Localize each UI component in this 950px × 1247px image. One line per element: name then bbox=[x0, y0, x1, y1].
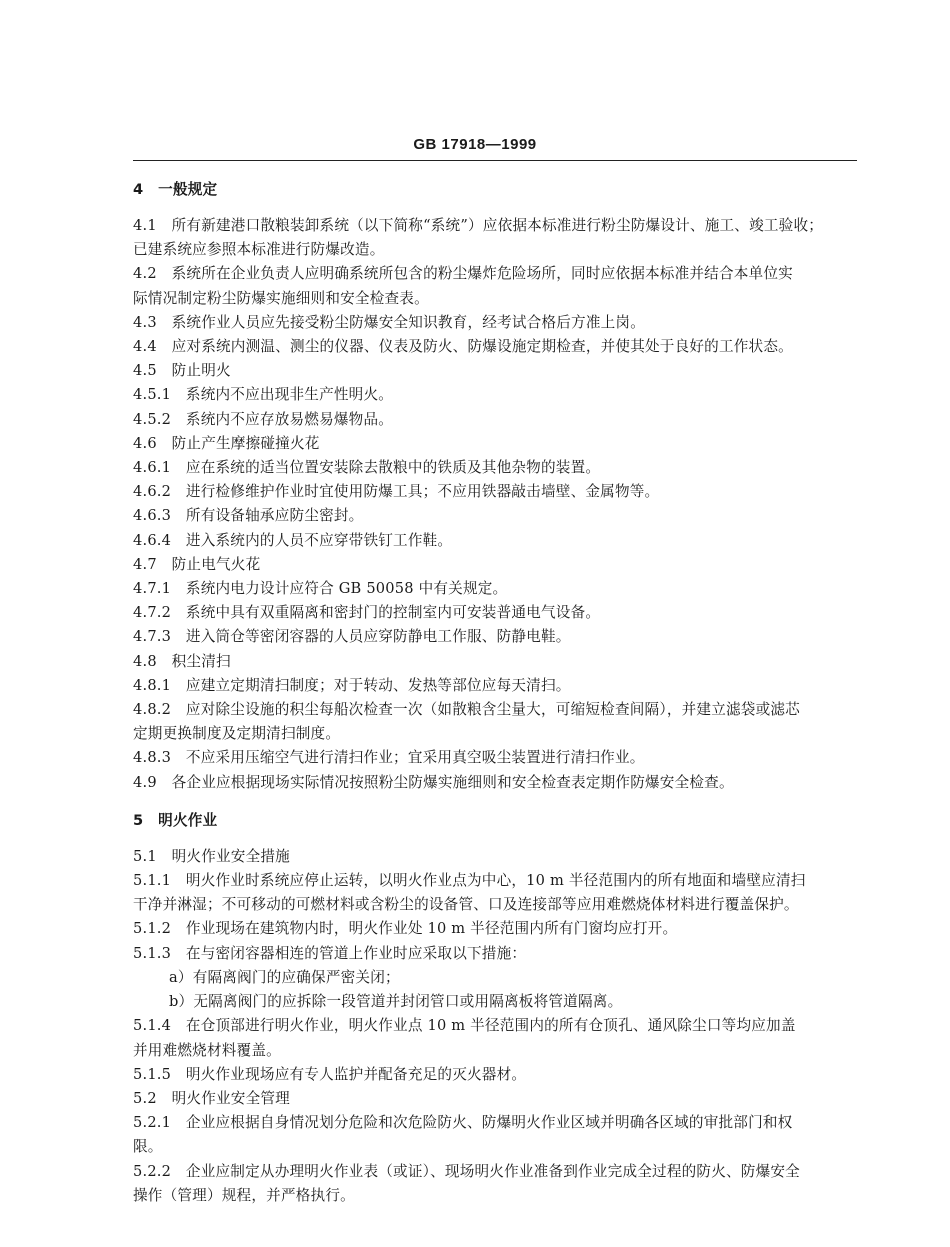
clause-4-8: 4.8 积尘清扫 bbox=[133, 652, 231, 670]
clause-4-8-1: 4.8.1 应建立定期清扫制度；对于转动、发热等部位应每天清扫。 bbox=[133, 676, 571, 694]
clause-5-2: 5.2 明火作业安全管理 bbox=[133, 1089, 290, 1107]
clause-4-1: 4.1 所有新建港口散粮装卸系统（以下简称“系统”）应依据本标准进行粉尘防爆设计、施工、竣工验收； bbox=[133, 217, 824, 234]
clause-4-7: 4.7 防止电气火花 bbox=[133, 555, 261, 573]
clause-5-1-2: 5.1.2 作业现场在建筑物内时，明火作业处 10 m 半径范围内所有门窗均应打开。 bbox=[133, 920, 678, 938]
clause-5-1-3-item-a: a）有隔离阀门的应确保严密关闭； bbox=[169, 968, 400, 986]
document-body bbox=[133, 178, 861, 1208]
clause-5-1-4-cont: 并用难燃烧材料覆盖。 bbox=[133, 1041, 281, 1059]
clause-4-6-4: 4.6.4 进入系统内的人员不应穿带铁钉工作鞋。 bbox=[133, 531, 453, 549]
clause-4-2: 4.2 系统所在企业负责人应明确系统所包含的粉尘爆炸危险场所，同时应依据本标准并结合本单位实 bbox=[133, 265, 793, 283]
clause-4-5-1: 4.5.1 系统内不应出现非生产性明火。 bbox=[133, 386, 394, 404]
clause-4-6: 4.6 防止产生摩擦碰撞火花 bbox=[133, 434, 320, 452]
section-5-heading: 5 明火作业 bbox=[133, 811, 218, 829]
clause-5-1: 5.1 明火作业安全措施 bbox=[133, 847, 290, 865]
clause-4-6-2: 4.6.2 进行检修维护作业时宜使用防爆工具；不应用铁器敲击墙壁、金属物等。 bbox=[133, 483, 660, 501]
clause-5-1-4: 5.1.4 在仓顶部进行明火作业，明火作业点 10 m 半径范围内的所有仓顶孔、通风除尘口等均应加盖 bbox=[133, 1017, 796, 1035]
clause-4-6-3: 4.6.3 所有设备轴承应防尘密封。 bbox=[133, 507, 364, 525]
clause-4-8-3: 4.8.3 不应采用压缩空气进行清扫作业；宜采用真空吸尘装置进行清扫作业。 bbox=[133, 749, 645, 767]
clause-4-8-2-cont: 定期更换制度及定期清扫制度。 bbox=[133, 725, 341, 743]
clause-5-1-5: 5.1.5 明火作业现场应有专人监护并配备充足的灭火器材。 bbox=[133, 1065, 527, 1083]
clause-4-5-2: 4.5.2 系统内不应存放易燃易爆物品。 bbox=[133, 410, 394, 428]
standard-number-header: GB 17918—1999 bbox=[413, 136, 537, 153]
clause-5-2-2: 5.2.2 企业应制定从办理明火作业表（或证）、现场明火作业准备到作业完成全过程的防火、防爆安全 bbox=[133, 1162, 800, 1180]
clause-5-2-1: 5.2.1 企业应根据自身情况划分危险和次危险防火、防爆明火作业区域并明确各区域的审批部门和权 bbox=[133, 1114, 793, 1132]
clause-4-9: 4.9 各企业应根据现场实际情况按照粉尘防爆实施细则和安全检查表定期作防爆安全检查。 bbox=[133, 773, 734, 791]
clause-5-2-1-cont: 限。 bbox=[133, 1138, 163, 1156]
clause-4-3: 4.3 系统作业人员应先接受粉尘防爆安全知识教育，经考试合格后方准上岗。 bbox=[133, 313, 646, 331]
clause-5-1-3-item-b: b）无隔离阀门的应拆除一段管道并封闭管口或用隔离板将管道隔离。 bbox=[169, 993, 623, 1011]
clause-5-1-1-cont: 干净并淋湿；不可移动的可燃材料或含粉尘的设备管、口及连接部等应用难燃烧体材料进行覆盖保护。 bbox=[133, 896, 799, 914]
clause-4-7-3: 4.7.3 进入筒仓等密闭容器的人员应穿防静电工作服、防静电鞋。 bbox=[133, 628, 571, 646]
section-4-heading: 4 一般规定 bbox=[133, 181, 218, 198]
header-divider bbox=[133, 160, 857, 161]
clause-4-7-1: 4.7.1 系统内电力设计应符合 GB 50058 中有关规定。 bbox=[133, 580, 508, 598]
clause-4-1-cont: 已建系统应参照本标准进行防爆改造。 bbox=[133, 241, 385, 259]
clause-5-1-1: 5.1.1 明火作业时系统应停止运转，以明火作业点为中心，10 m 半径范围内的所有地面和墙壁应清扫 bbox=[133, 872, 806, 890]
clause-4-6-1: 4.6.1 应在系统的适当位置安装除去散粮中的铁质及其他杂物的装置。 bbox=[133, 459, 601, 477]
clause-4-7-2: 4.7.2 系统中具有双重隔离和密封门的控制室内可安装普通电气设备。 bbox=[133, 604, 601, 622]
clause-5-1-3: 5.1.3 在与密闭容器相连的管道上作业时应采取以下措施： bbox=[133, 944, 527, 962]
clause-5-2-2-cont: 操作（管理）规程，并严格执行。 bbox=[133, 1186, 355, 1204]
clause-4-4: 4.4 应对系统内测温、测尘的仪器、仪表及防火、防爆设施定期检查，并使其处于良好的工作状态。 bbox=[133, 338, 793, 356]
clause-4-2-cont: 际情况制定粉尘防爆实施细则和安全检查表。 bbox=[133, 289, 429, 307]
clause-4-8-2: 4.8.2 应对除尘设施的积尘每船次检查一次（如散粮含尘量大，可缩短检查间隔），并建立滤袋或滤芯 bbox=[133, 701, 800, 719]
clause-4-5: 4.5 防止明火 bbox=[133, 362, 231, 380]
